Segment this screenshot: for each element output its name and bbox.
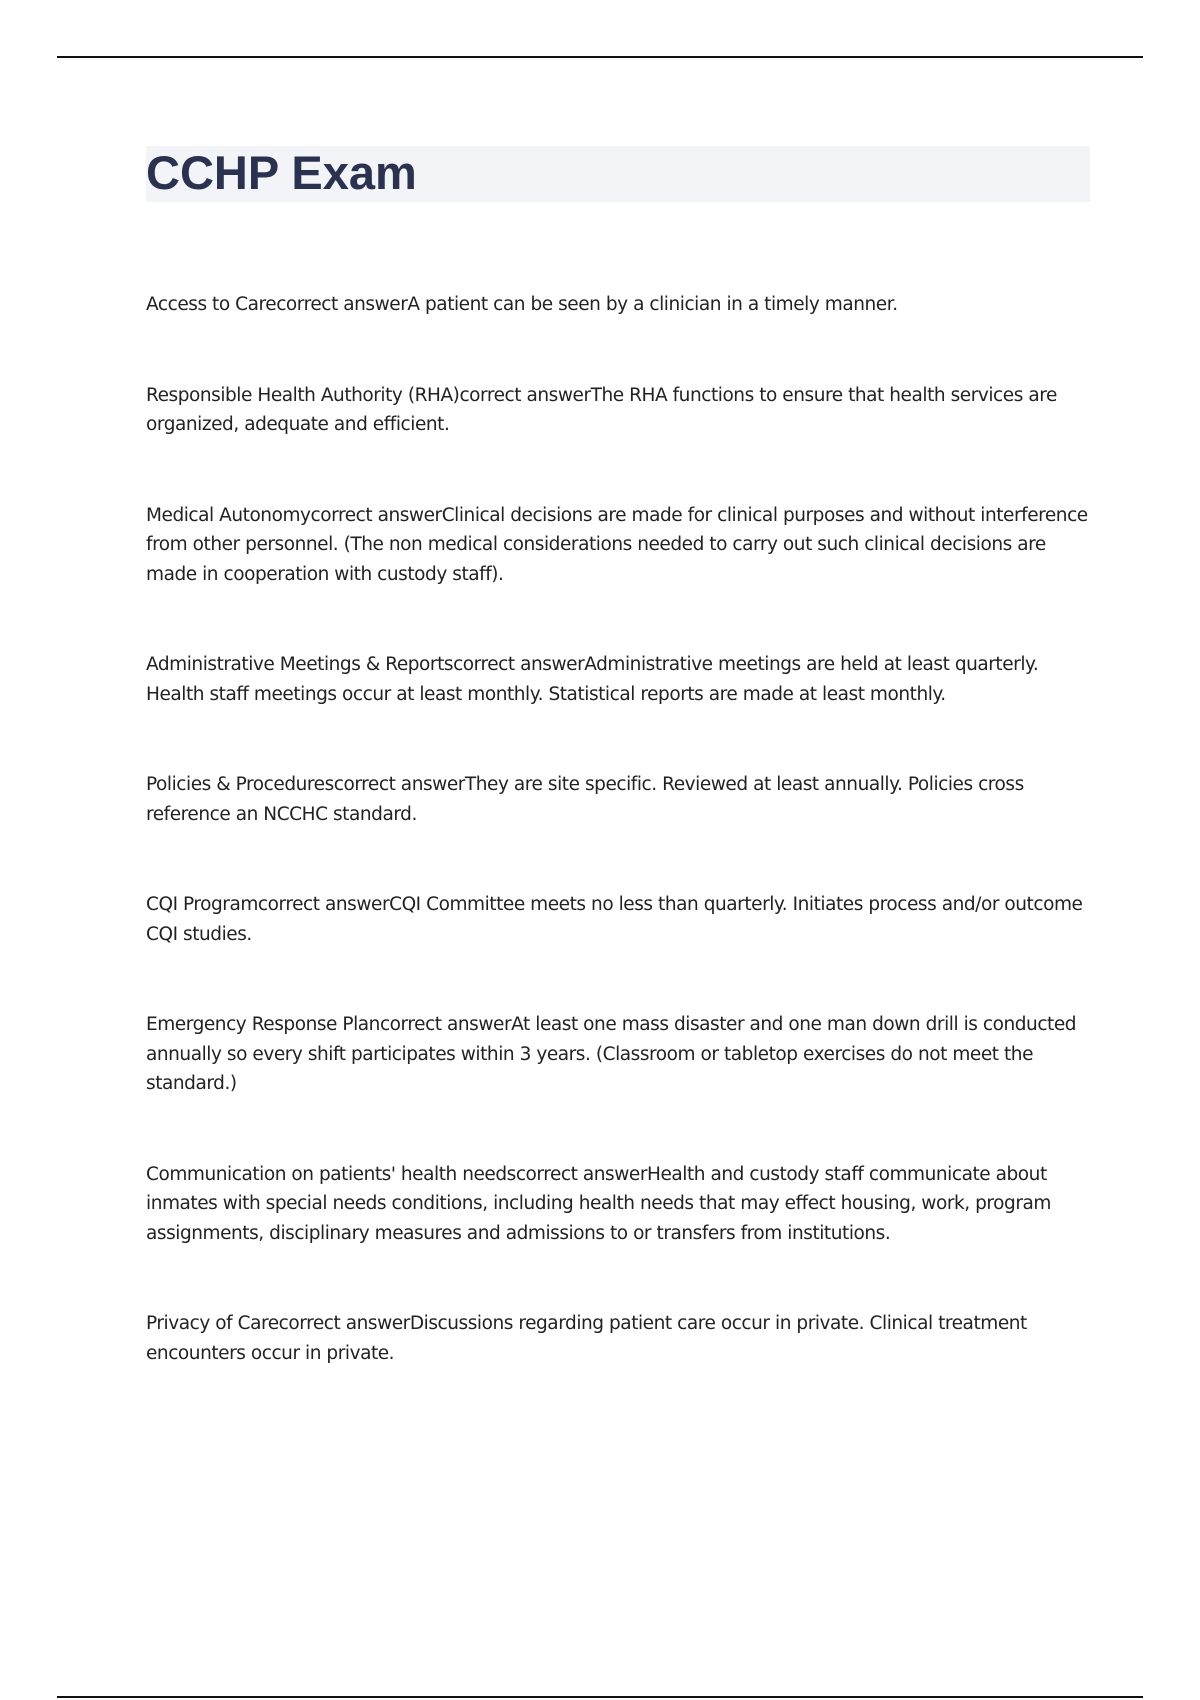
footer-rule — [57, 1696, 1143, 1698]
flashcard-entry: Administrative Meetings & Reportscorrect answerAdministrative meetings are held at least quarterly. Health staff meetings occur at least monthly. Statistical reports are made at least monthly. — [146, 654, 1039, 705]
header-rule — [57, 56, 1143, 58]
flashcard-list — [146, 290, 1090, 1429]
flashcard-entry: Policies & Procedurescorrect answerThey are site specific. Reviewed at least annually. Policies cross reference an NCCHC standard. — [146, 774, 1024, 825]
page-title: CCHP Exam — [146, 146, 417, 199]
flashcard-entry: Privacy of Carecorrect answerDiscussions regarding patient care occur in private. Clinical treatment encounters occur in private. — [146, 1313, 1027, 1364]
flashcard-entry: Communication on patients' health needscorrect answerHealth and custody staff communicate about inmates with special needs conditions, including health needs that may effect housing, work, program assignments, disciplinary measures and admissions to or transfers from institutions. — [146, 1163, 1051, 1244]
flashcard-entry: Medical Autonomycorrect answerClinical decisions are made for clinical purposes and without interference from other personnel. (The non medical considerations needed to carry out such clinical decisions are made in cooperation with custody staff). — [146, 504, 1088, 585]
flashcard-entry: Access to Carecorrect answerA patient can be seen by a clinician in a timely manner. — [146, 294, 898, 315]
flashcard-entry: CQI Programcorrect answerCQI Committee meets no less than quarterly. Initiates process and/or outcome CQI studies. — [146, 894, 1083, 945]
flashcard-entry: Responsible Health Authority (RHA)correct answerThe RHA functions to ensure that health services are organized, adequate and efficient. — [146, 384, 1057, 435]
flashcard-entry: Emergency Response Plancorrect answerAt least one mass disaster and one man down drill is conducted annually so every shift participates within 3 years. (Classroom or tabletop exercises do not meet the standard.) — [146, 1014, 1077, 1094]
